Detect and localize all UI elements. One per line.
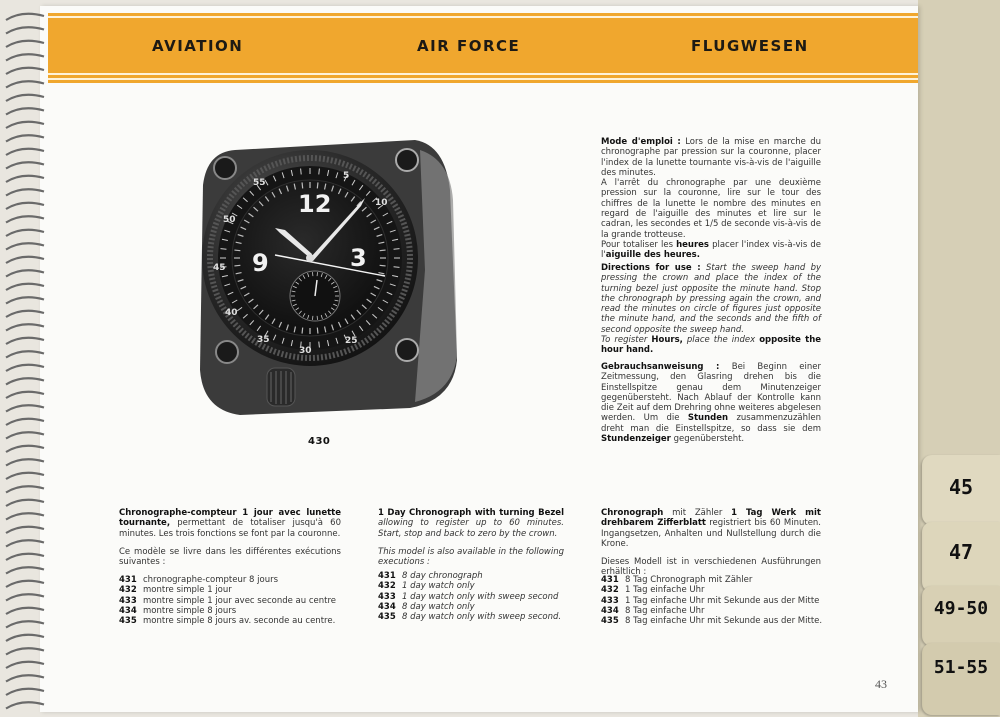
bezel-number: 25	[345, 336, 358, 346]
spiral-coil	[6, 567, 44, 573]
spiral-coil	[6, 270, 44, 276]
model-number-caption: 430	[308, 436, 331, 447]
spiral-coil	[6, 176, 44, 182]
spiral-coil	[6, 81, 44, 87]
list-item: 431 8 day chronograph	[378, 571, 483, 581]
tick-mark	[220, 249, 226, 250]
spiral-coil	[6, 405, 44, 411]
header-flugwesen: FLUGWESEN	[691, 37, 809, 55]
list-item: 434 8 Tag einfache Uhr	[601, 605, 705, 616]
header-air-force: AIR FORCE	[417, 37, 521, 55]
tick-mark	[317, 328, 318, 334]
list-item: 431 8 Tag Chronograph mit Zähler	[601, 575, 753, 585]
spiral-coil	[6, 702, 44, 708]
tick-mark	[380, 265, 386, 266]
header-aviation: AVIATION	[152, 37, 244, 55]
spiral-coil	[6, 27, 44, 33]
spiral-coil	[6, 54, 44, 60]
spiral-coil	[6, 203, 44, 209]
spiral-coil	[6, 432, 44, 438]
spiral-coil	[6, 473, 44, 479]
column-german-list	[601, 575, 831, 626]
spiral-coil	[6, 14, 44, 20]
bezel-number: 55	[253, 178, 266, 188]
list-item: 432 montre simple 1 jour	[119, 585, 232, 596]
tick-mark	[234, 265, 240, 266]
bezel-number: 10	[375, 198, 388, 208]
spiral-coil	[6, 189, 44, 195]
spiral-coil	[6, 338, 44, 344]
numeral-3: 3	[350, 244, 367, 272]
bezel-number: 40	[225, 308, 238, 318]
spiral-coil	[6, 689, 44, 695]
spiral-coil	[6, 351, 44, 357]
page-number: 43	[875, 677, 887, 691]
spiral-coil	[6, 662, 44, 668]
spiral-coil	[6, 527, 44, 533]
tick-mark	[301, 168, 302, 174]
column-english-intro: This model is also available in the following executions :	[378, 546, 564, 568]
screw-hole	[216, 341, 238, 363]
list-item: 434 8 day watch only	[378, 601, 475, 612]
spiral-coil	[6, 68, 44, 74]
instructions-german: Gebrauchsanweisung : Bei Beginn einer Zeitmessung, den Glasring drehen bis die Einstellspitze genau dem Minutenzeiger gegenübersteht. Nach Ablauf der Kontrolle kann die Zeit auf dem Drehring ohne weiteres abgelesen werden. Um die Stunden zusammenzuzählen dreht man die Einstellspitze, so dass sie dem Stundenzeiger gegenübersteht.	[601, 362, 821, 445]
bezel-number: 30	[299, 346, 312, 356]
bezel-number: 35	[257, 335, 270, 345]
spiral-coil	[6, 324, 44, 330]
list-item: 435 montre simple 8 jours av. seconde au centre.	[119, 616, 336, 627]
spiral-coil	[6, 648, 44, 654]
tab-47[interactable]: 47	[922, 522, 1000, 592]
spiral-coil	[6, 446, 44, 452]
bezel-number: 5	[343, 171, 350, 181]
header-rule	[48, 78, 918, 80]
spiral-coil	[6, 594, 44, 600]
spiral-coil	[6, 486, 44, 492]
tick-mark	[394, 267, 400, 268]
screw-hole	[396, 149, 418, 171]
tab-49-50[interactable]: 49-50	[922, 586, 1000, 646]
instructions-english: Directions for use : Start the sweep hand by pressing the crown and place the index of the turning bezel just opposite the minute hand. Stop the chronograph by pressing again the crown, and read the minutes on circle of figures just opposite the minute hand, and the seconds and the fifth of second opposite the sweep hand. To register Hours, place the index opposite the hour hand.	[601, 263, 822, 356]
spiral-coil	[6, 41, 44, 47]
bezel-number: 50	[223, 215, 236, 225]
spiral-binding	[0, 0, 50, 717]
spiral-coil	[6, 149, 44, 155]
tick-mark	[302, 182, 303, 188]
spiral-coil	[6, 216, 44, 222]
column-french-intro: Ce modèle se livre dans les différentes exécutions suivantes :	[119, 546, 341, 568]
column-german-description: Chronograph mit Zähler 1 Tag Werk mit drehbarem Zifferblatt registriert bis 60 Minuten. Ingangsetzen, Anhalten und Nullstellung durch die Krone. Dieses Modell ist in verschiedenen Ausführungen erhältlich :	[601, 508, 822, 578]
numeral-9: 9	[252, 249, 269, 277]
screw-hole	[396, 339, 418, 361]
spiral-coil	[6, 284, 44, 290]
spiral-coil	[6, 311, 44, 317]
tick-mark	[319, 342, 320, 348]
list-item: 433 1 Tag einfache Uhr mit Sekunde aus der Mitte	[601, 595, 820, 606]
numeral-12: 12	[298, 190, 332, 218]
spiral-coil	[6, 540, 44, 546]
instructions-french: Mode d'emploi : Lors de la mise en marche du chronographe par pression sur la couronne, placer l'index de la lunette tournante vis-à-vis de l'aiguille des minutes. A l'arrêt du chronographe par une deuxième pression sur la couronne, lire sur le tour des chiffres de la lunette le nombre des minutes en regard de l'aiguille des minutes et lire sur le cadran, les secondes et 1/5 de seconde vis-à-vis de la grande trotteuse. Pour totaliser les heures placer l'index vis-à-vis de l'aiguille des heures.	[601, 137, 821, 261]
list-item: 434 montre simple 8 jours	[119, 605, 237, 616]
column-english-description: 1 Day Chronograph with turning Bezel allowing to register up to 60 minutes. Start, stop and back to zero by the crown. This model is also available in the following executions :	[378, 508, 564, 568]
spiral-coil	[6, 122, 44, 128]
aircraft-chronograph-photo	[195, 130, 460, 420]
spiral-coil	[6, 95, 44, 101]
column-french-list	[119, 575, 354, 626]
spiral-coil	[6, 378, 44, 384]
screw-hole	[214, 157, 236, 179]
spiral-coil	[6, 297, 44, 303]
spiral-coil	[6, 135, 44, 141]
index-tabs	[918, 0, 1000, 717]
spiral-coil	[6, 608, 44, 614]
column-french-description: Chronographe-compteur 1 jour avec lunette tournante, permettant de totaliser jusqu'à 60 minutes. Les trois fonctions se font par la couronne. Ce modèle se livre dans les différentes exécutions suivantes :	[119, 508, 342, 568]
spiral-coil	[6, 243, 44, 249]
tick-mark	[394, 249, 400, 250]
spiral-coil	[6, 635, 44, 641]
list-item: 435 8 day watch only with sweep second.	[378, 612, 562, 623]
spiral-coil	[6, 365, 44, 371]
spiral-coil	[6, 621, 44, 627]
spiral-coil	[6, 500, 44, 506]
header-rule	[48, 73, 918, 75]
spiral-coil	[6, 513, 44, 519]
column-german-intro: Dieses Modell ist in verschiedenen Ausführungen erhältlich :	[601, 557, 821, 578]
column-english-list	[378, 571, 578, 622]
tab-51-55[interactable]: 51-55	[922, 643, 1000, 715]
tab-45[interactable]: 45	[922, 455, 1000, 525]
tick-mark	[234, 250, 240, 251]
list-item: 432 1 Tag einfache Uhr	[601, 585, 705, 596]
spiral-coil	[6, 554, 44, 560]
spiral-coil	[6, 108, 44, 114]
list-item: 433 montre simple 1 jour avec seconde au centre	[119, 595, 337, 606]
spiral-coil	[6, 581, 44, 587]
list-item: 433 1 day watch only with sweep second	[378, 591, 559, 602]
spiral-coil	[6, 675, 44, 681]
spiral-coil	[6, 419, 44, 425]
spiral-coil	[6, 162, 44, 168]
bezel-number: 45	[213, 263, 226, 273]
tick-mark	[317, 182, 318, 188]
tick-mark	[380, 250, 386, 251]
tick-mark	[319, 168, 320, 174]
list-item: 432 1 day watch only	[378, 581, 475, 592]
spiral-coil	[6, 230, 44, 236]
list-item: 431 chronographe-compteur 8 jours	[119, 575, 279, 585]
spiral-coil	[6, 459, 44, 465]
header-rule	[48, 16, 918, 18]
list-item: 435 8 Tag einfache Uhr mit Sekunde aus der Mitte.	[601, 616, 823, 627]
spiral-coil	[6, 392, 44, 398]
spiral-coil	[6, 257, 44, 263]
tick-mark	[302, 328, 303, 334]
